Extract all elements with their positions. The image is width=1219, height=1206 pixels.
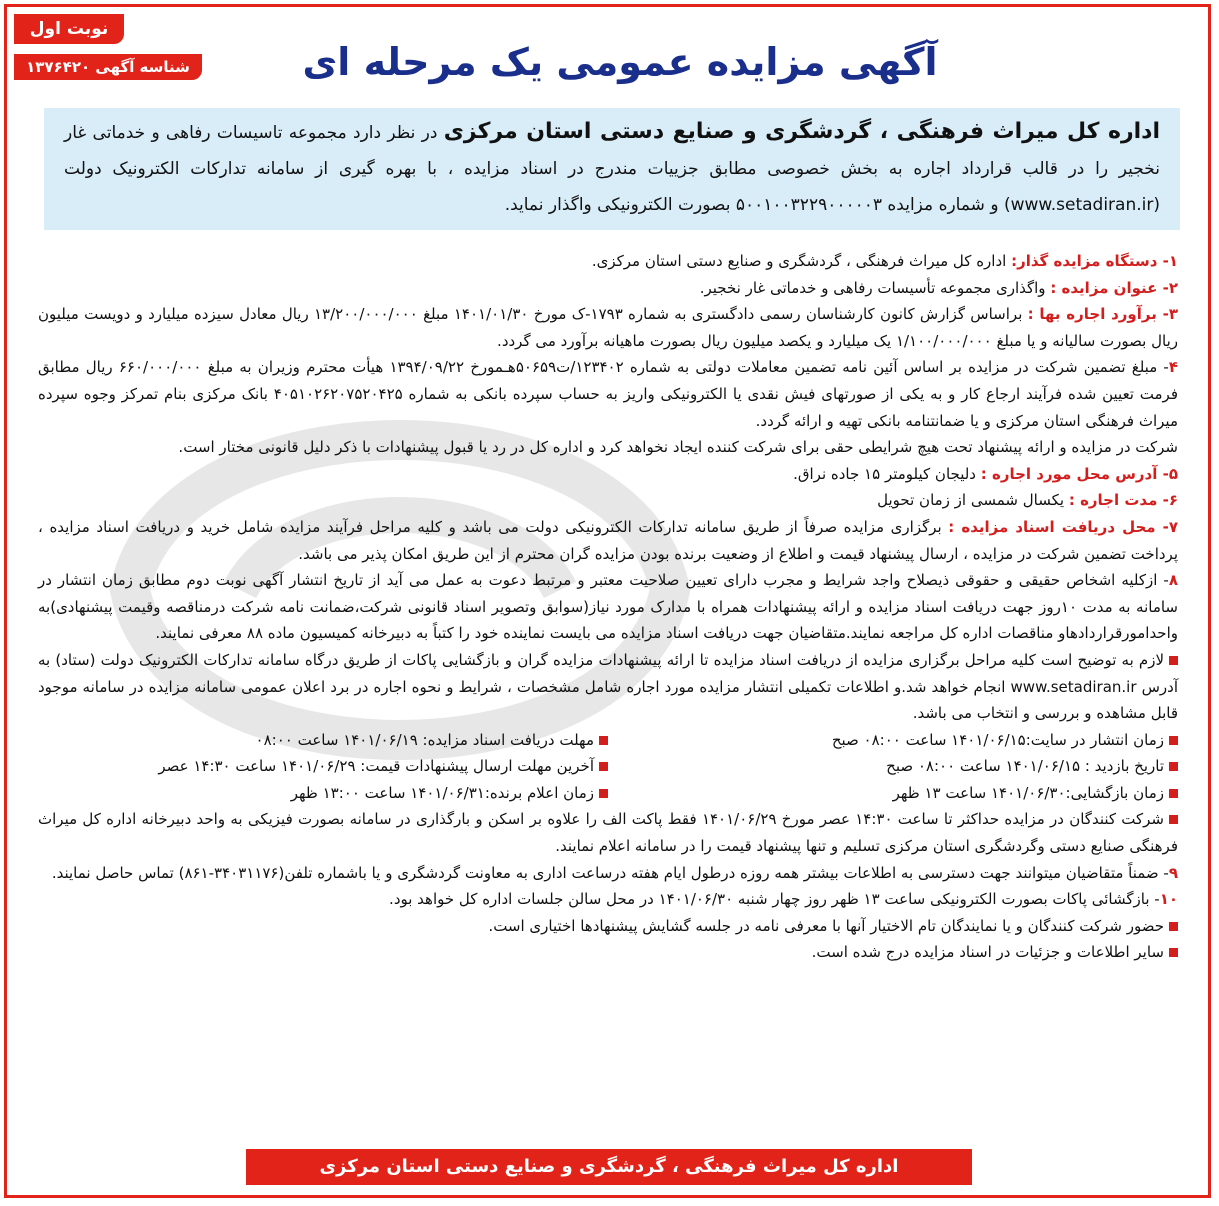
item-4-note: شرکت در مزایده و ارائه پیشنهاد تحت هیچ شرایطی حقی برای شرکت کننده ایجاد نخواهد کرد و اداره کل در رد یا قبول پیشنهادات با ذکر دلیل قانونی مختار است. [178,438,1178,457]
note-other: سایر اطلاعات و جزئیات در اسناد مزایده درج شده است. [38,939,1178,966]
notice-body [38,248,1178,966]
footer-org: اداره کل میراث فرهنگی ، گردشگری و صنایع دستی استان مرکزی [246,1149,972,1185]
schedule-item: زمان بازگشایی:۱۴۰۱/۰۶/۳۰ ساعت ۱۳ ظهر [608,780,1178,807]
item-10: ۱۰- بازگشائی پاکات بصورت الکترونیکی ساعت ۱۳ ظهر روز چهار شنبه ۱۴۰۱/۰۶/۳۰ در محل سالن جلسات اداره کل خواهد بود. [389,890,1178,909]
bullet-square-icon [1169,789,1178,798]
note-envelope: شرکت کنندگان در مزایده حداکثر تا ساعت ۱۴:۳۰ عصر مورخ ۱۴۰۱/۰۶/۲۹ فقط پاکت الف را علاوه بر اسکن و بارگذاری در سامانه بصورت فیزیکی به واحد دبیرخانه اداره کل میراث فرهنگی صنایع دستی وگردشگری استان مرکزی تسلیم و تنها پیشنهاد قیمت را در سامانه اعلام نمایند. [38,810,1178,856]
schedule-item: زمان اعلام برنده:۱۴۰۱/۰۶/۳۱ ساعت ۱۳:۰۰ ظهر [38,780,608,807]
bullet-square-icon [1169,815,1178,824]
schedule-col-left [38,727,608,807]
item-5: ۵- آدرس محل مورد اجاره : دلیجان کیلومتر ۱۵ جاده نراق. [793,464,1178,483]
bullet-square-icon [599,762,608,771]
schedule-col-right [608,727,1178,807]
notice-title: آگهی مزایده عمومی یک مرحله ای [302,40,938,84]
ad-id-badge: شناسه آگهی ۱۳۷۶۴۲۰ [14,54,202,80]
round-badge: نوبت اول [14,14,124,44]
intro-text: در نظر دارد مجموعه تاسیسات رفاهی و خدماتی غار نخجیر را در قالب قرارداد اجاره به بخش خصوصی مطابق جزییات مندرج در اسناد مزایده ، با بهره گیری از سامانه تدارکات الکترونیک دولت (www.setadiran.ir) و شماره مزایده ۵۰۰۱۰۰۳۲۲۹۰۰۰۰۰۳ بصورت الکترونیکی واگذار نماید. [64,123,1160,215]
bullet-square-icon [1169,762,1178,771]
item-1: ۱- دستگاه مزایده گذار: اداره کل میراث فرهنگی ، گردشگری و صنایع دستی استان مرکزی. [591,252,1178,270]
schedule-item: تاریخ بازدید : ۱۴۰۱/۰۶/۱۵ ساعت ۰۸:۰۰ صبح [608,753,1178,780]
item-3: ۳- برآورد اجاره بها : براساس گزارش کانون کارشناسان رسمی دادگستری به شماره ۱۷۹۳-ک مورخ ۱۴۰۱/۰۱/۳۰ مبلغ ۱۳/۲۰۰/۰۰۰/۰۰۰ ریال معادل سیزده میلیارد و دویست میلیون ریال بصورت سالیانه و یا مبلغ ۱/۱۰۰/۰۰۰/۰۰۰ یک میلیارد و یکصد میلیون ریال بصورت ماهیانه برآورد می گردد. [38,305,1178,350]
intro-org: اداره کل میراث فرهنگی ، گردشگری و صنایع دستی استان مرکزی [443,119,1160,144]
bullet-square-icon [1169,656,1178,665]
schedule-item: مهلت دریافت اسناد مزایده: ۱۴۰۱/۰۶/۱۹ ساعت ۰۸:۰۰ [38,727,608,754]
schedule-grid [38,727,1178,807]
bullet-square-icon [599,736,608,745]
schedule-item: زمان انتشار در سایت:۱۴۰۱/۰۶/۱۵ ساعت ۰۸:۰۰ صبح [608,727,1178,754]
note-attendance: حضور شرکت کنندگان و یا نمایندگان تام الاختیار آنها با معرفی نامه در جلسه گشایش پیشنهادها اختیاری است. [38,913,1178,940]
item-8: ۸- ازکلیه اشخاص حقیقی و حقوقی ذیصلاح واجد شرایط و مجرب دارای تعیین صلاحیت معتبر و مرتبط دعوت به عمل می آید از تاریخ انتشار آگهی نوبت دوم مطابق زمان انتشار در سامانه به مدت ۱۰روز جهت دریافت اسناد مزایده و ارائه پیشنهادات همراه با مدارک مورد نیاز(سوابق وتصویر اسناد قانونی شرکت،ضمانت نامه شرکت درمناقصه وقیمت پیشنهادی)به واحدامورقراردادهاو مناقصات اداره کل مراجعه نمایند.متقاضیان جهت دریافت اسناد مزایده می بایست نماینده خود را کتباً به دبیرخانه کمیسیون ماده ۸۸ معرفی نمایند. [38,571,1178,643]
bullet-square-icon [1169,922,1178,931]
bullet-square-icon [1169,948,1178,957]
intro-box [44,108,1180,230]
item-6: ۶- مدت اجاره : یکسال شمسی از زمان تحویل [877,491,1178,510]
bullet-square-icon [1169,736,1178,745]
schedule-item: آخرین مهلت ارسال پیشنهادات قیمت: ۱۴۰۱/۰۶/۲۹ ساعت ۱۴:۳۰ عصر [38,753,608,780]
item-2: ۲- عنوان مزایده : واگذاری مجموعه تأسیسات رفاهی و خدماتی غار نخجیر. [699,278,1178,297]
item-7: ۷- محل دریافت اسناد مزایده : برگزاری مزایده صرفاً از طریق سامانه تدارکات الکترونیکی دولت می باشد و کلیه مراحل فرآیند مزایده شامل خرید و دریافت اسناد مزایده ، پرداخت تضمین شرکت در مزایده ، ارسال پیشنهاد قیمت و اطلاع از وضعیت برنده بودن مزایده گران محترم از این طریق امکان پذیر می باشد. [38,517,1178,563]
item-9: ۹- ضمناً متقاضیان میتوانند جهت دسترسی به اطلاعات بیشتر همه روزه درطول ایام هفته درساعت اداری به معاونت گردشگری و یا باشماره تلفن(۳۴۰۳۱۱۷۶-۸۶۱) تماس حاصل نمایند. [51,863,1178,882]
note-electronic: لازم به توضیح است کلیه مراحل برگزاری مزایده از دریافت اسناد مزایده تا ارائه پیشنهادات مزایده گران و بازگشایی پاکات از طریق درگاه سامانه تدارکات الکترونیک دولت (ستاد) به آدرس www.setadiran.ir انجام خواهد شد.و اطلاعات تکمیلی انتشار مزایده مورد اجاره شامل مشخصات ، شرایط و نحوه اجاره در برد اعلان عمومی سامانه مزایده در سامانه موجود قابل مشاهده و بررسی و انتخاب می باشد. [38,650,1178,723]
item-4: ۴- مبلغ تضمین شرکت در مزایده بر اساس آئین نامه تضمین معاملات دولتی به شماره ۱۲۳۴۰۲/ت۵۰۶۵۹هـمورخ ۱۳۹۴/۰۹/۲۲ هیأت محترم وزیران به مبلغ ۶۶۰/۰۰۰/۰۰۰ ریال مطابق فرمت تعیین شده فرآیند ارجاع کار و به یکی از صورتهای فیش نقدی یا الکترونیکی واریز به حساب سپرده بانکی به شماره ۴۰۵۱۰۲۶۲۰۷۵۲۰۴۲۵ بانک مرکزی بنام تمرکز وجوه سپرده میراث فرهنگی استان مرکزی و یا ضمانتنامه بانکی تهیه و ارائه گردد. [38,358,1178,430]
bullet-square-icon [599,789,608,798]
